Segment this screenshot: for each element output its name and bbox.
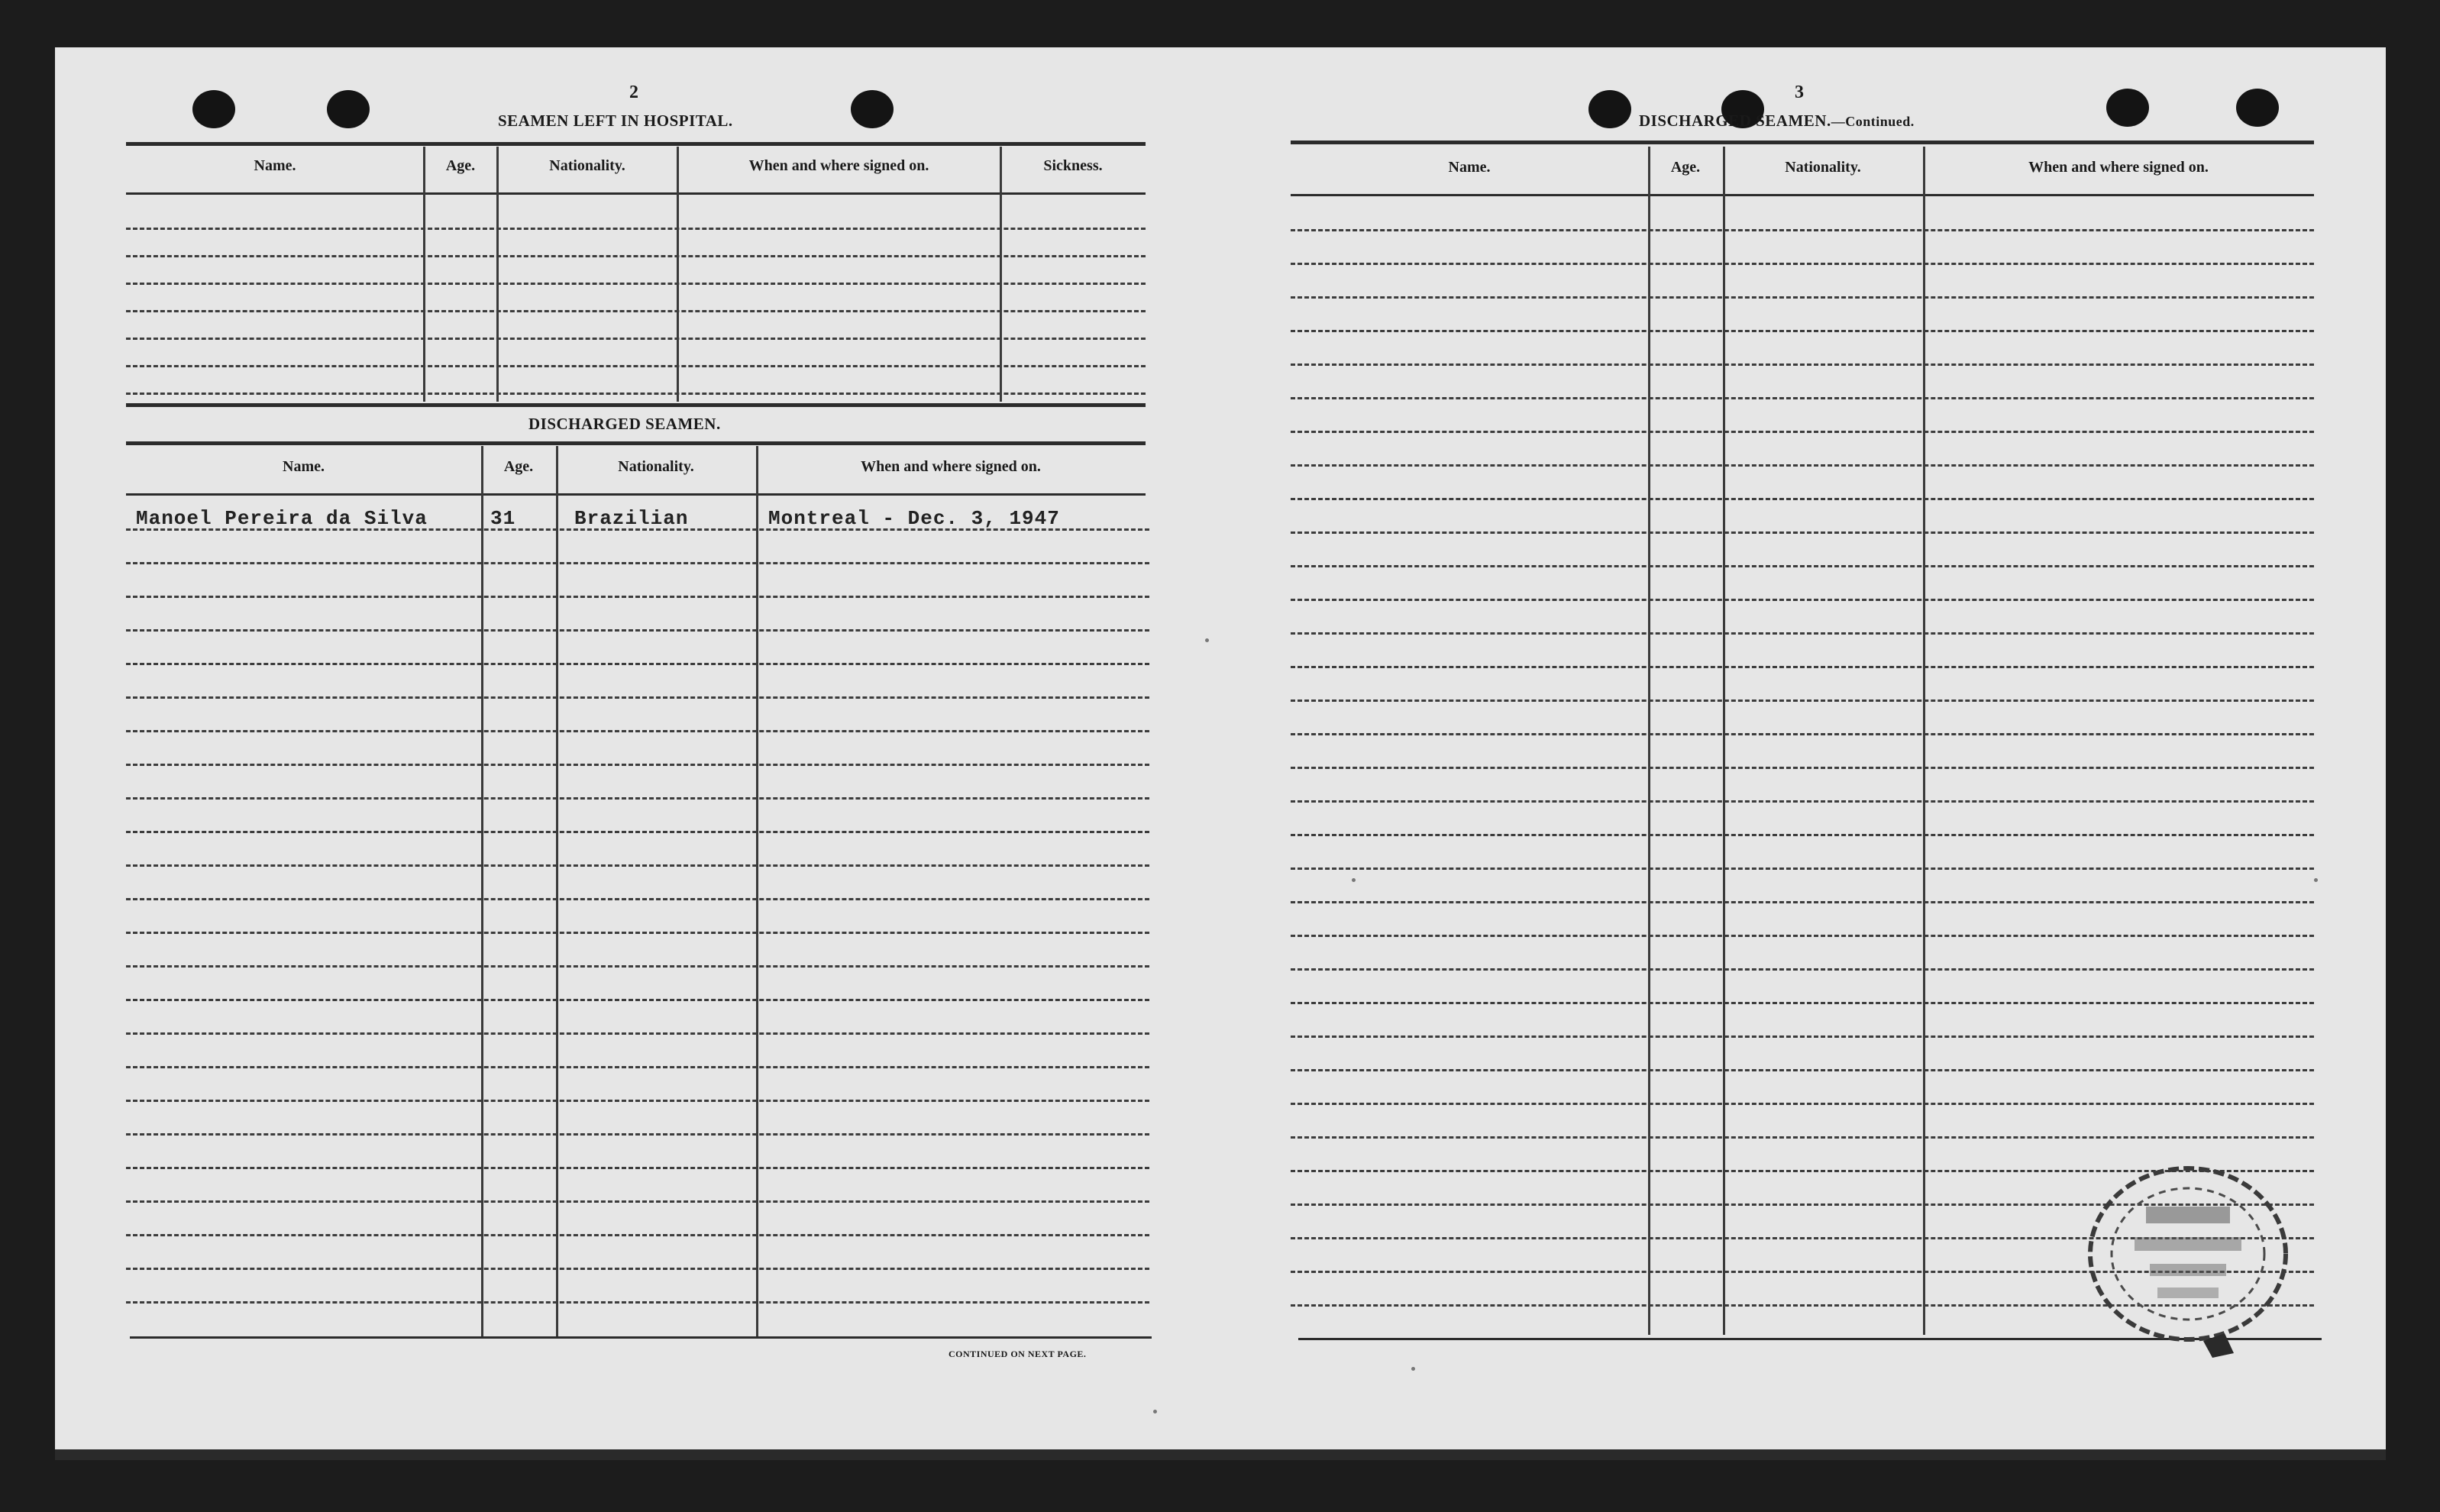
punch-hole-icon [851,90,894,128]
ruled-line [126,898,1149,900]
ruled-line [1291,263,2314,265]
ruled-line [1291,1002,2314,1004]
ruled-line [126,831,1149,833]
ruled-line [126,283,1146,285]
ruled-line [126,255,1146,257]
seaman-nationality: Brazilian [574,507,689,530]
ruled-line [126,797,1149,800]
ruled-line [126,1066,1149,1068]
speck [1411,1367,1415,1371]
column-divider [1923,147,1925,1335]
ruled-line [1291,767,2314,769]
ruled-line [126,1234,1149,1236]
seaman-name: Manoel Pereira da Silva [136,507,428,530]
column-divider [496,147,499,402]
ruled-line [1291,599,2314,601]
ruled-line [1291,229,2314,231]
column-header-name: Name. [1448,159,1491,176]
column-header-nationality: Nationality. [618,458,694,475]
speck [1352,878,1356,882]
continued-note: CONTINUED ON NEXT PAGE. [949,1349,1087,1359]
ruled-line [1291,699,2314,702]
ruled-line [1291,901,2314,903]
ruled-line [1291,397,2314,399]
punch-hole-icon [2236,89,2279,127]
column-divider [1723,147,1725,1335]
ruled-line [126,528,1149,531]
table-bottom-rule [130,1336,1152,1339]
ruled-line [1291,498,2314,500]
ruled-line [126,1100,1149,1102]
circular-stamp-icon [2073,1153,2303,1359]
ruled-line [126,999,1149,1001]
column-divider [1000,147,1002,402]
table-top-rule [126,142,1146,146]
ruled-line [126,1268,1149,1270]
table-top-rule [126,441,1146,445]
ruled-line [1291,968,2314,971]
ruled-line [126,965,1149,968]
ruled-line [126,764,1149,766]
ruled-line [1291,800,2314,803]
column-header-name: Name. [283,458,325,475]
ruled-line [126,596,1149,598]
punch-hole-icon [327,90,370,128]
column-divider [481,446,483,1336]
ruled-line [126,696,1149,699]
ruled-line [1291,1035,2314,1038]
punch-hole-icon [192,90,235,128]
column-header-signed-on: When and where signed on. [861,458,1041,475]
section-title-discharged: DISCHARGED SEAMEN. [528,415,721,433]
ruled-line [126,1301,1149,1304]
page-number: 2 [629,82,638,102]
section-title-text: DISCHARGED SEAMEN. [1639,111,1831,130]
speck [1153,1410,1157,1413]
section-title-hospital: SEAMEN LEFT IN HOSPITAL. [498,111,733,130]
column-divider [677,147,679,402]
ruled-line [1291,1069,2314,1071]
column-divider [556,446,558,1336]
ruled-line [126,562,1149,564]
column-header-sickness: Sickness. [1043,157,1103,174]
punch-hole-icon [2106,89,2149,127]
ruled-line [1291,867,2314,870]
section-title-suffix: —Continued. [1831,114,1915,129]
ruled-line [1291,632,2314,635]
column-divider [1648,147,1650,1335]
ruled-line [1291,1136,2314,1139]
table-top-rule [1291,141,2314,144]
ruled-line [1291,834,2314,836]
column-header-signed-on: When and where signed on. [748,157,929,174]
ruled-line [126,1133,1149,1136]
seaman-age: 31 [490,507,516,530]
column-divider [756,446,758,1336]
speck [1205,638,1209,642]
column-divider [423,147,425,402]
column-header-age: Age. [445,157,476,174]
ruled-line [126,338,1146,340]
ruled-line [1291,1103,2314,1105]
ruled-line [1291,666,2314,668]
ruled-line [126,663,1149,665]
column-header-name: Name. [254,157,296,174]
ruled-line [126,393,1146,395]
ruled-line [126,629,1149,632]
ruled-line [126,228,1146,230]
seaman-signed-on: Montreal - Dec. 3, 1947 [768,507,1060,530]
ruled-line [1291,296,2314,299]
header-rule [1291,194,2314,196]
table-bottom-rule [126,403,1146,407]
ruled-line [1291,531,2314,534]
ruled-line [1291,733,2314,735]
column-header-age: Age. [503,458,534,475]
ruled-line [126,730,1149,732]
ruled-line [1291,363,2314,366]
ruled-line [126,932,1149,934]
ruled-line [126,864,1149,867]
column-header-nationality: Nationality. [1785,159,1861,176]
header-rule [126,493,1146,496]
header-rule [126,192,1146,195]
ruled-line [1291,330,2314,332]
sheet-edge [55,1449,2386,1460]
ruled-line [1291,464,2314,467]
column-header-signed-on: When and where signed on. [2028,159,2209,176]
punch-hole-icon [1588,90,1631,128]
ruled-line [126,310,1146,312]
section-title-discharged-continued [1639,111,1915,131]
column-header-age: Age. [1670,159,1701,176]
ruled-line [126,365,1146,367]
column-header-nationality: Nationality. [549,157,625,174]
ruled-line [126,1200,1149,1203]
page-number: 3 [1795,82,1804,102]
speck [2314,878,2318,882]
ruled-line [1291,565,2314,567]
ruled-line [126,1032,1149,1035]
ruled-line [126,1167,1149,1169]
ruled-line [1291,431,2314,433]
ruled-line [1291,935,2314,937]
